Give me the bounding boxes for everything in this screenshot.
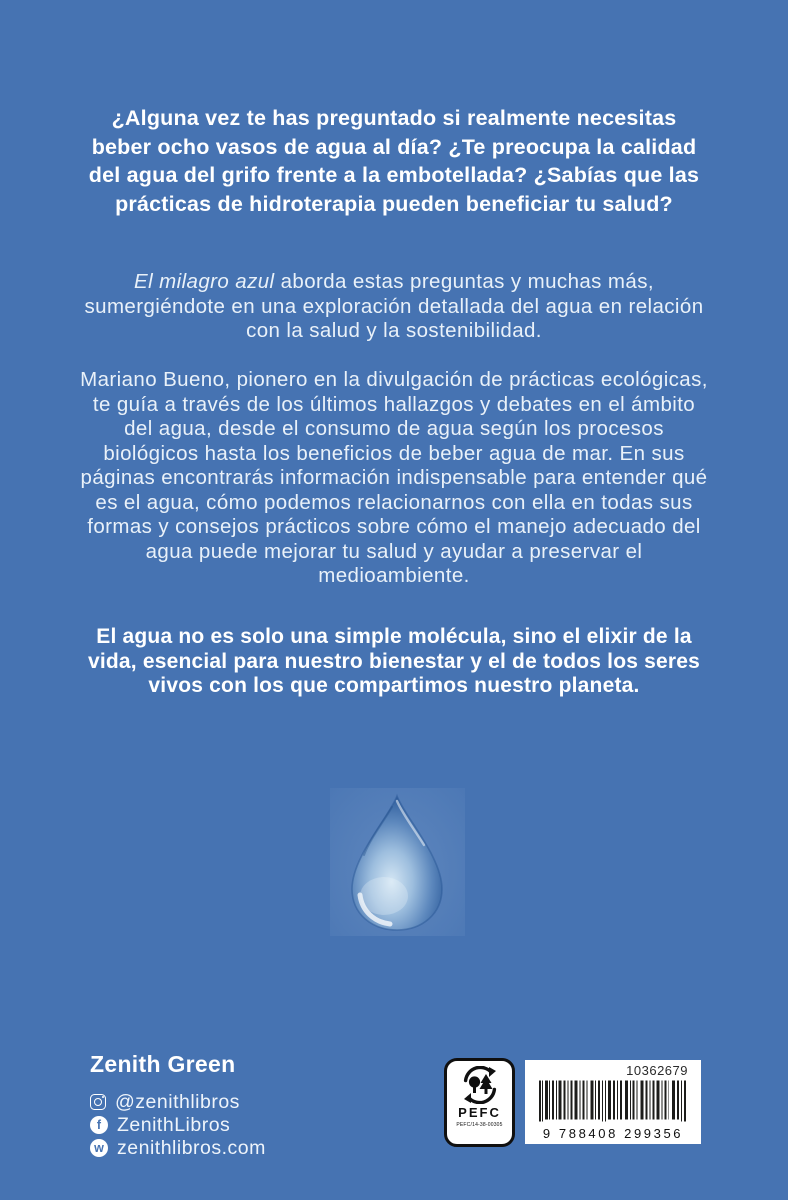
barcode-panel [525,1060,701,1144]
hook-paragraph: ¿Alguna vez te has preguntado si realmente necesitas beber ocho vasos de agua al día? ¿Te preocupa la calidad del agua del grifo frente a la embotellada? ¿Sabías que las prácticas de hidroterapia pueden beneficiar tu salud? [88,106,700,216]
intro-paragraph [76,270,712,344]
pefc-code: PEFC/14-38-00305 [456,1122,503,1128]
social-row-facebook [90,1115,266,1135]
barcode-bars [525,1080,701,1127]
intro-paragraph-text: aborda estas preguntas y muchas más, sumergiéndote en una exploración detallada del agua en relación con la salud y la sostenibilidad. [84,270,704,342]
publisher-name: Zenith Green [90,1051,236,1077]
water-drop-image [340,793,454,933]
social-list [90,1092,266,1158]
barcode-number: 10362679 [626,1063,688,1078]
website-url: zenithlibros.com [117,1136,266,1159]
website-icon: w [90,1139,108,1157]
instagram-handle: @zenithlibros [115,1090,240,1113]
facebook-icon: f [90,1116,108,1134]
pefc-logo-icon [460,1066,500,1104]
instagram-icon [90,1094,106,1110]
social-row-website [90,1138,266,1158]
closing-paragraph: El agua no es solo una simple molécula, sino el elixir de la vida, esencial para nuestro bienestar y el de todos los seres vivos con los que compartimos nuestro planeta. [87,625,701,697]
facebook-handle: ZenithLibros [117,1113,231,1136]
pefc-label: PEFC [458,1105,501,1120]
author-paragraph: Mariano Bueno, pionero en la divulgación de prácticas ecológicas, te guía a través de los últimos hallazgos y debates en el ámbito del agua, desde el consumo de agua según los procesos biológicos hasta los beneficios de beber agua de mar. En sus páginas encontrarás información indispensable para entender qué es el agua, cómo podemos relacionarnos con ella en todas sus formas y consejos prácticos sobre cómo el manejo adecuado del agua puede mejorar tu salud y ayudar a preservar el medioambiente. [80,368,708,587]
book-title-italic: El milagro azul [134,270,275,293]
pefc-certification-badge [444,1058,515,1147]
social-row-instagram [90,1092,266,1112]
publisher-block [90,1051,266,1158]
barcode-isbn: 9 788408 299356 [542,1126,684,1141]
